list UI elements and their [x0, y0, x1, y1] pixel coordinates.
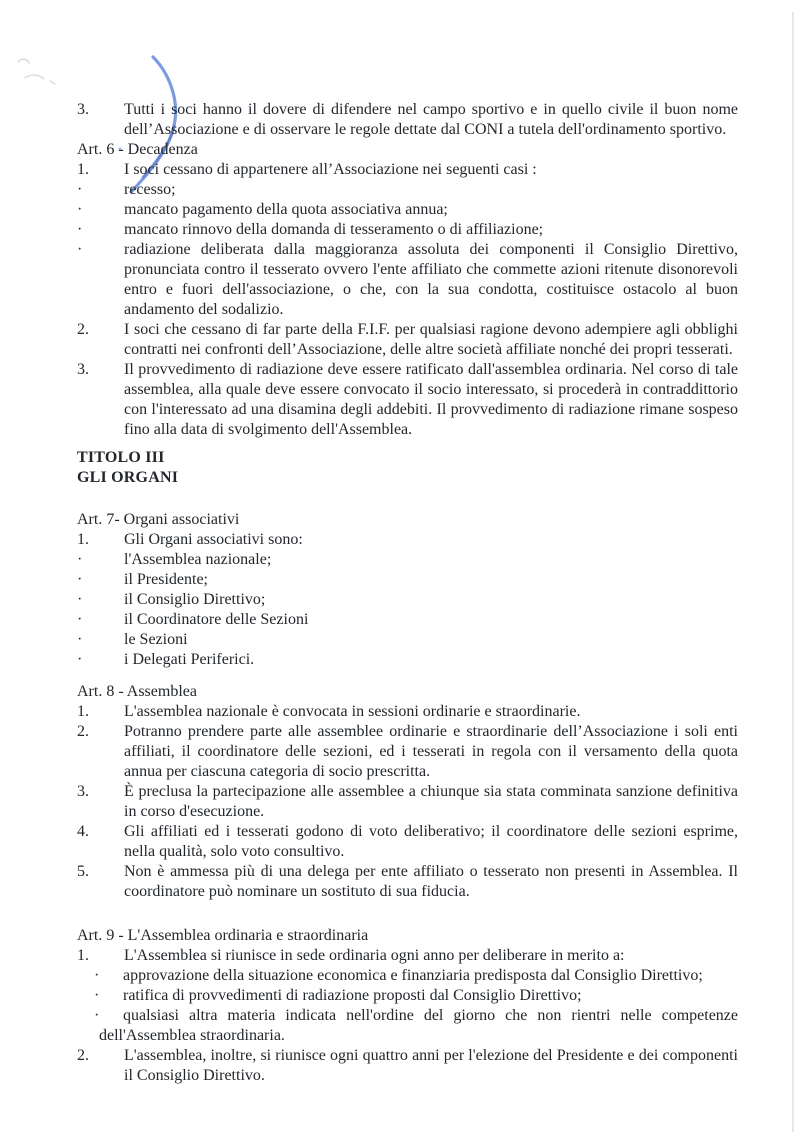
pencil-mark: [12, 48, 68, 92]
bullet-item: [77, 650, 738, 670]
bullet-marker: ·: [77, 201, 83, 218]
art-6-heading: Art. 6 - Decadenza: [77, 141, 198, 158]
bullet-text: approvazione della situazione economica e finanziaria predisposta dal Consiglio Direttivo;: [123, 967, 703, 984]
bullet-text: recesso;: [124, 181, 176, 198]
bullet-marker: ·: [77, 551, 83, 568]
bullet-text: ratifica di provvedimenti di radiazione proposti dal Consiglio Direttivo;: [123, 987, 582, 1004]
bullet-marker: ·: [77, 611, 83, 628]
paragraph-number: 5.: [77, 863, 89, 880]
bullet-text: le Sezioni: [124, 631, 188, 648]
paragraph-number: 4.: [77, 823, 89, 840]
numbered-paragraph: [77, 320, 738, 360]
bullet-item: [77, 570, 738, 590]
bullet-text: il Coordinatore delle Sezioni: [124, 611, 309, 628]
spacer: [77, 488, 738, 510]
bullet-item: [77, 550, 738, 570]
paragraph-number: 1.: [77, 947, 89, 964]
numbered-paragraph: [77, 160, 738, 180]
bullet-item-indented: [77, 986, 738, 1006]
paragraph-text: Gli affiliati ed i tesserati godono di voto deliberativo; il coordinatore delle sezioni esprime, nella qualità, solo voto consultivo.: [124, 823, 738, 860]
bullet-item: [77, 200, 738, 220]
paragraph-text: I soci che cessano di far parte della F.I.F. per qualsiasi ragione devono adempiere agli obblighi contratti nei confronti dell’Associazione, delle altre società affiliate nonché dei propri tesserati.: [124, 321, 738, 358]
bullet-item: [77, 590, 738, 610]
bullet-text: radiazione deliberata dalla maggioranza assoluta dei componenti il Consiglio Direttivo, pronunciata contro il tesserato ovvero l'ente affiliato che commette azioni ritenute disonorevoli entro e fuori dell'associazione, o che, con la sua condotta, costituisce ostacolo al buon andamento del sodalizio.: [124, 241, 738, 318]
paragraph-number: 1.: [77, 531, 89, 548]
paragraph-text: Il provvedimento di radiazione deve essere ratificato dall'assemblea ordinaria. Nel corso di tale assemblea, alla quale deve essere convocato il socio interessato, si procederà in contraddittorio con l'interessato ad una disamina degli addebiti. Il provvedimento di radiazione rimane sospeso fino alla data di svolgimento dell'Assemblea.: [124, 361, 738, 438]
scan-edge-line: [792, 12, 794, 1132]
spacer: [77, 902, 738, 926]
bullet-item: [77, 610, 738, 630]
bullet-item-indented: [77, 1006, 738, 1046]
art-9-heading: Art. 9 - L'Assemblea ordinaria e straordinaria: [77, 927, 369, 944]
bullet-marker: ·: [77, 241, 83, 258]
numbered-paragraph: [77, 100, 738, 140]
titolo-iii-title: TITOLO III: [77, 449, 165, 466]
paragraph-number: 1.: [77, 703, 89, 720]
bullet-marker: ·: [77, 181, 83, 198]
bullet-item: [77, 180, 738, 200]
bullet-marker: ·: [94, 967, 100, 984]
paragraph-text: I soci cessano di appartenere all’Associazione nei seguenti casi :: [124, 161, 537, 178]
bullet-text: il Consiglio Direttivo;: [124, 591, 266, 608]
bullet-text: il Presidente;: [124, 571, 208, 588]
bullet-marker: ·: [77, 631, 83, 648]
numbered-paragraph: [77, 360, 738, 440]
paragraph-number: 2.: [77, 1047, 89, 1064]
numbered-paragraph: [77, 702, 738, 722]
bullet-item: [77, 220, 738, 240]
spacer: [77, 440, 738, 448]
paragraph-text: L'Assemblea si riunisce in sede ordinaria ogni anno per deliberare in merito a:: [124, 947, 625, 964]
bullet-item: [77, 630, 738, 650]
bullet-text: l'Assemblea nazionale;: [124, 551, 272, 568]
gli-organi-title: GLI ORGANI: [77, 469, 179, 486]
paragraph-text: Gli Organi associativi sono:: [124, 531, 303, 548]
paragraph-number: 3.: [77, 783, 89, 800]
numbered-paragraph: [77, 862, 738, 902]
bullet-text: mancato pagamento della quota associativa annua;: [124, 201, 448, 218]
paragraph-text: È preclusa la partecipazione alle assemblee a chiunque sia stata comminata sanzione definitiva in corso d'esecuzione.: [124, 783, 738, 820]
bullet-marker: ·: [77, 651, 83, 668]
bullet-item-indented: [77, 966, 738, 986]
bullet-marker: ·: [77, 591, 83, 608]
art-7-heading: Art. 7- Organi associativi: [77, 511, 240, 528]
numbered-paragraph: [77, 822, 738, 862]
bullet-marker: ·: [77, 571, 83, 588]
paragraph-number: 2.: [77, 723, 89, 740]
paragraph-text: L'assemblea nazionale è convocata in sessioni ordinarie e straordinarie.: [124, 703, 581, 720]
document-text-block: [77, 100, 738, 1086]
paragraph-text: L'assemblea, inoltre, si riunisce ogni quattro anni per l'elezione del Presidente e dei componenti il Consiglio Direttivo.: [124, 1047, 738, 1084]
bullet-marker: ·: [77, 221, 83, 238]
numbered-paragraph: [77, 1046, 738, 1086]
bullet-item: [77, 240, 738, 320]
bullet-text: i Delegati Periferici.: [124, 651, 255, 668]
numbered-paragraph: [77, 530, 738, 550]
numbered-paragraph: [77, 782, 738, 822]
paragraph-text: Potranno prendere parte alle assemblee ordinarie e straordinarie dell’Associazione i soli enti affiliati, il coordinatore delle sezioni, ed i tesserati in regola con il versamento della quota annua per ciascuna categoria di socio prescritta.: [124, 723, 738, 780]
numbered-paragraph: [77, 722, 738, 782]
paragraph-text: Tutti i soci hanno il dovere di difendere nel campo sportivo e in quello civile il buon nome dell’Associazione e di osservare le regole dettate dal CONI a tutela dell'ordinamento sportivo.: [124, 101, 738, 138]
art-8-heading: Art. 8 - Assemblea: [77, 683, 197, 700]
bullet-marker: ·: [94, 1007, 100, 1024]
paragraph-number: 3.: [77, 361, 89, 378]
paragraph-text: Non è ammessa più di una delega per ente affiliato o tesserato non presenti in Assemblea. Il coordinatore può nominare un sostituto di sua fiducia.: [124, 863, 738, 900]
bullet-text: qualsiasi altra materia indicata nell'ordine del giorno che non rientri nelle competenze dell'Assemblea straordinaria.: [99, 1007, 738, 1044]
spacer: [77, 670, 738, 682]
bullet-marker: ·: [94, 987, 100, 1004]
paragraph-number: 2.: [77, 321, 89, 338]
bullet-text: mancato rinnovo della domanda di tesseramento o di affiliazione;: [124, 221, 544, 238]
paragraph-number: 3.: [77, 101, 89, 118]
paragraph-number: 1.: [77, 161, 89, 178]
numbered-paragraph: [77, 946, 738, 966]
